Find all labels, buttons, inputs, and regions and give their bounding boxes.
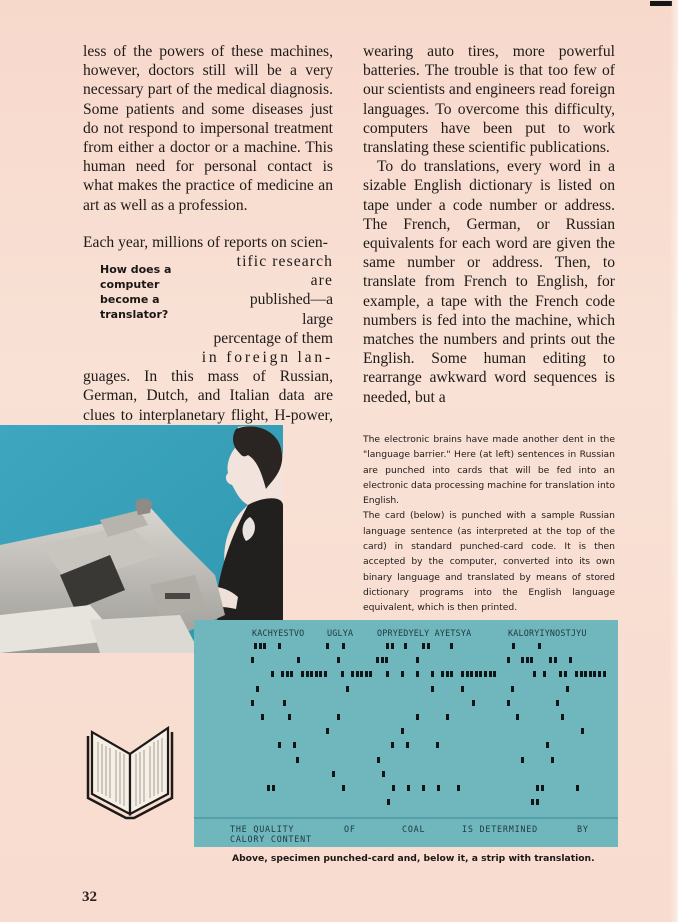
card-hole <box>259 643 262 649</box>
card-hole <box>254 643 257 649</box>
card-hole <box>431 671 434 677</box>
card-hole <box>297 657 300 663</box>
card-hole <box>422 643 425 649</box>
card-word-russian: KALORYIYNOSTJYU <box>508 628 587 638</box>
card-hole <box>416 657 419 663</box>
card-hole <box>381 657 384 663</box>
card-hole <box>341 671 344 677</box>
card-hole <box>564 671 567 677</box>
card-hole <box>342 643 345 649</box>
card-hole <box>556 700 559 706</box>
card-hole <box>569 657 572 663</box>
card-hole <box>422 785 425 791</box>
card-hole <box>272 785 275 791</box>
translation-word: THE QUALITY <box>230 824 295 834</box>
right-paragraph-1: wearing auto tires, more powerful batteries. The trouble is that too few of our scientists and engineers read foreign languages. To overcome this difficulty, computers have been put to work translating these scientific publications. <box>363 43 615 157</box>
card-hole <box>484 671 487 677</box>
card-hole <box>466 671 469 677</box>
card-hole <box>546 742 549 748</box>
card-hole <box>326 728 329 734</box>
card-hole <box>507 700 510 706</box>
card-hole <box>533 671 536 677</box>
card-hole <box>271 671 274 677</box>
card-hole <box>337 657 340 663</box>
card-hole <box>450 671 453 677</box>
card-word-russian: UGLYA <box>327 628 354 638</box>
card-hole <box>406 742 409 748</box>
card-hole <box>337 714 340 720</box>
card-hole <box>278 643 281 649</box>
card-hole <box>450 643 453 649</box>
card-hole <box>475 671 478 677</box>
card-hole <box>356 671 359 677</box>
card-hole <box>437 785 440 791</box>
card-hole <box>346 686 349 692</box>
card-hole <box>256 686 259 692</box>
translation-word: IS DETERMINED <box>462 824 538 834</box>
card-hole <box>286 671 289 677</box>
card-hole <box>598 671 601 677</box>
right-paragraph-2: To do translations, every word in a sizable English dictionary is listed on tape under a code number or address. The French, German, or Russian equivalents for each word are given the same number or address. Then, to translate from French to English, for example, a tape with the French code numbers is fed into the machine, which matches the numbers and prints out the English. Some human editing to rearrange awkward word sequences is needed, but a <box>363 158 615 406</box>
card-word-russian: OPRYEDYELY AYETSYA <box>377 628 472 638</box>
card-word-russian: KACHYESTVO <box>252 628 305 638</box>
card-hole <box>332 771 335 777</box>
wrap-line: tific research are <box>236 253 333 290</box>
card-hole <box>407 785 410 791</box>
card-hole <box>580 671 583 677</box>
card-hole <box>603 671 606 677</box>
card-hole <box>386 643 389 649</box>
card-hole <box>416 714 419 720</box>
card-hole <box>561 714 564 720</box>
translation-strip-divider <box>194 817 618 819</box>
card-hole <box>554 657 557 663</box>
card-hole <box>365 671 368 677</box>
card-hole <box>472 700 475 706</box>
caption-paragraph-2: The card (below) is punched with a sample Russian language sentence (as interpreted at the top of the card) in standard punched-card code. It is then accepted by the computer, converted into its own binary language and translated by means of stored dictionary programs into the English language equivalent, which is then printed. <box>363 510 615 614</box>
card-hole <box>576 785 579 791</box>
punched-card <box>194 620 618 847</box>
card-hole <box>251 657 254 663</box>
card-hole <box>461 686 464 692</box>
wrapped-section <box>83 252 333 367</box>
card-hole <box>326 643 329 649</box>
card-hole <box>559 671 562 677</box>
card-hole <box>541 785 544 791</box>
card-hole <box>516 714 519 720</box>
card-hole <box>293 742 296 748</box>
wrap-line: published—a large <box>249 291 333 328</box>
card-hole <box>263 643 266 649</box>
card-hole <box>351 671 354 677</box>
card-hole <box>493 671 496 677</box>
card-hole <box>589 671 592 677</box>
card-hole <box>401 671 404 677</box>
left-column <box>83 42 333 444</box>
card-hole <box>441 671 444 677</box>
photo-keypunch-operator <box>0 425 283 653</box>
page-edge-shadow <box>670 0 678 922</box>
card-hole <box>549 657 552 663</box>
card-hole <box>489 671 492 677</box>
side-heading: How does a computer become a translator? <box>100 263 172 322</box>
card-hole <box>593 671 596 677</box>
translation-word: OF <box>344 824 356 834</box>
card-hole <box>392 785 395 791</box>
card-hole <box>401 728 404 734</box>
card-hole <box>382 771 385 777</box>
card-hole <box>479 671 482 677</box>
card-hole <box>377 757 380 763</box>
translation-word: BY <box>577 824 589 834</box>
card-hole <box>511 686 514 692</box>
card-hole <box>531 799 534 805</box>
card-hole <box>310 671 313 677</box>
open-book-icon <box>86 718 174 820</box>
card-hole <box>512 643 515 649</box>
page-corner-mark <box>650 1 672 6</box>
card-hole <box>385 657 388 663</box>
wrap-line: percentage of them <box>213 329 333 347</box>
left-paragraph-1: less of the powers of these machines, however, doctors still will be a very necessary part of the medical diagnosis. Some patients and some diseases just do not respond to impersonal treatment from either a doctor or a machine. This human need for personal contact is what makes the practice of medicine an art as well as a profession. <box>83 43 333 214</box>
card-hole <box>306 671 309 677</box>
card-hole <box>461 671 464 677</box>
card-hole <box>301 671 304 677</box>
left-paragraph-2-rest: guages. In this mass of Russian, German, Dutch, and Italian data are clues to interplanetary flight, H-power, <box>83 368 333 424</box>
card-hole <box>281 671 284 677</box>
card-hole <box>566 686 569 692</box>
card-hole <box>543 671 546 677</box>
card-hole <box>436 742 439 748</box>
card-hole <box>386 671 389 677</box>
card-hole <box>575 671 578 677</box>
card-hole <box>261 714 264 720</box>
card-hole <box>290 671 293 677</box>
card-hole <box>251 700 254 706</box>
translation-word: COAL <box>402 824 426 834</box>
card-hole <box>360 671 363 677</box>
card-hole <box>296 757 299 763</box>
right-column <box>363 42 615 407</box>
card-hole <box>521 657 524 663</box>
card-hole <box>507 657 510 663</box>
card-hole <box>538 643 541 649</box>
card-hole <box>342 785 345 791</box>
card-hole <box>427 643 430 649</box>
card-hole <box>391 643 394 649</box>
card-hole <box>324 671 327 677</box>
card-hole <box>387 799 390 805</box>
card-hole <box>278 742 281 748</box>
card-hole <box>457 785 460 791</box>
keypunch-photo-illustration <box>0 425 283 653</box>
card-hole <box>446 671 449 677</box>
card-hole <box>404 643 407 649</box>
page-number: 32 <box>82 889 97 905</box>
card-hole <box>376 657 379 663</box>
card-hole <box>526 657 529 663</box>
card-hole <box>391 742 394 748</box>
card-caption: Above, specimen punched-card and, below it, a strip with translation. <box>232 853 595 864</box>
photo-caption <box>363 432 615 616</box>
card-hole <box>536 799 539 805</box>
card-hole <box>288 714 291 720</box>
card-hole <box>319 671 322 677</box>
card-hole <box>416 671 419 677</box>
card-hole <box>536 785 539 791</box>
card-hole <box>581 728 584 734</box>
card-hole <box>267 785 270 791</box>
card-hole <box>446 714 449 720</box>
card-hole <box>470 671 473 677</box>
card-hole <box>283 700 286 706</box>
caption-paragraph-1: The electronic brains have made another dent in the "language barrier." Here (at left) sentences in Russian are punched into cards that will be fed into an electronic data processing machine for translation into English. <box>363 434 615 507</box>
translation-word-line-2: CALORY CONTENT <box>230 834 312 844</box>
card-hole <box>521 757 524 763</box>
wrap-line: in foreign lan- <box>201 349 333 367</box>
left-paragraph-2-line-1: Each year, millions of reports on scien- <box>83 233 328 251</box>
card-hole <box>530 657 533 663</box>
card-hole <box>584 671 587 677</box>
card-hole <box>369 671 372 677</box>
card-hole <box>315 671 318 677</box>
card-hole <box>551 757 554 763</box>
card-hole <box>431 686 434 692</box>
